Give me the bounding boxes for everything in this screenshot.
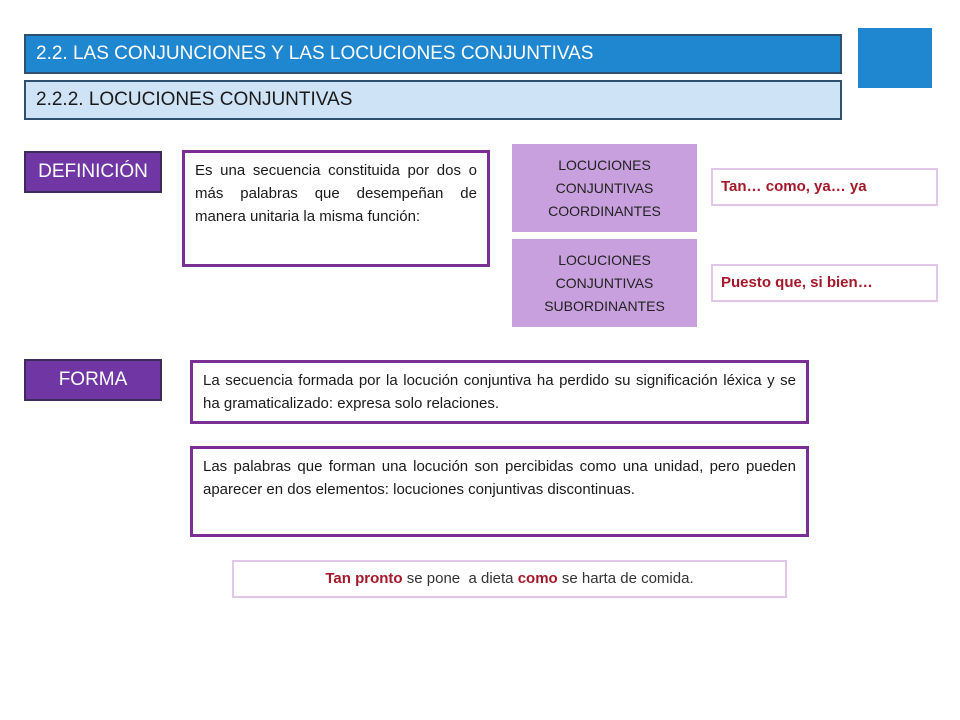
locuciones-coordinantes-line3: COORDINANTES (548, 202, 661, 219)
example-highlight-como: como (517, 570, 558, 587)
example-text-middle: se pone a dieta (402, 570, 518, 587)
definicion-text-box: Es una secuencia constituida por dos o más palabras que desempeñan de manera unitaria la misma función: (182, 150, 490, 267)
decorative-blue-square (858, 28, 932, 88)
locuciones-subordinantes-line1: LOCUCIONES (558, 251, 651, 268)
forma-label: FORMA (24, 359, 162, 401)
locuciones-subordinantes-box (512, 239, 697, 327)
example-text-end: se harta de comida. (557, 570, 694, 587)
forma-text-box-2: Las palabras que forman una locución son percibidas como una unidad, pero pueden aparecer en dos elementos: locuciones conjuntivas discontinuas. (190, 446, 809, 537)
locuciones-subordinantes-line2: CONJUNTIVAS (555, 274, 654, 291)
locuciones-coordinantes-box (512, 144, 697, 232)
section-subtitle: 2.2.2. LOCUCIONES CONJUNTIVAS (24, 80, 842, 120)
forma-text-box-1: La secuencia formada por la locución conjuntiva ha perdido su significación léxica y se ha gramaticalizado: expresa solo relaciones. (190, 360, 809, 424)
locuciones-coordinantes-line2: CONJUNTIVAS (555, 179, 654, 196)
page-title: 2.2. LAS CONJUNCIONES Y LAS LOCUCIONES CONJUNTIVAS (24, 34, 842, 74)
locuciones-subordinantes-line3: SUBORDINANTES (544, 297, 665, 314)
subordinantes-example: Puesto que, si bien… (711, 264, 938, 302)
locuciones-coordinantes-line1: LOCUCIONES (558, 156, 651, 173)
definicion-label: DEFINICIÓN (24, 151, 162, 193)
example-sentence (232, 560, 787, 598)
example-highlight-tan-pronto: Tan pronto (325, 570, 403, 587)
coordinantes-example: Tan… como, ya… ya (711, 168, 938, 206)
